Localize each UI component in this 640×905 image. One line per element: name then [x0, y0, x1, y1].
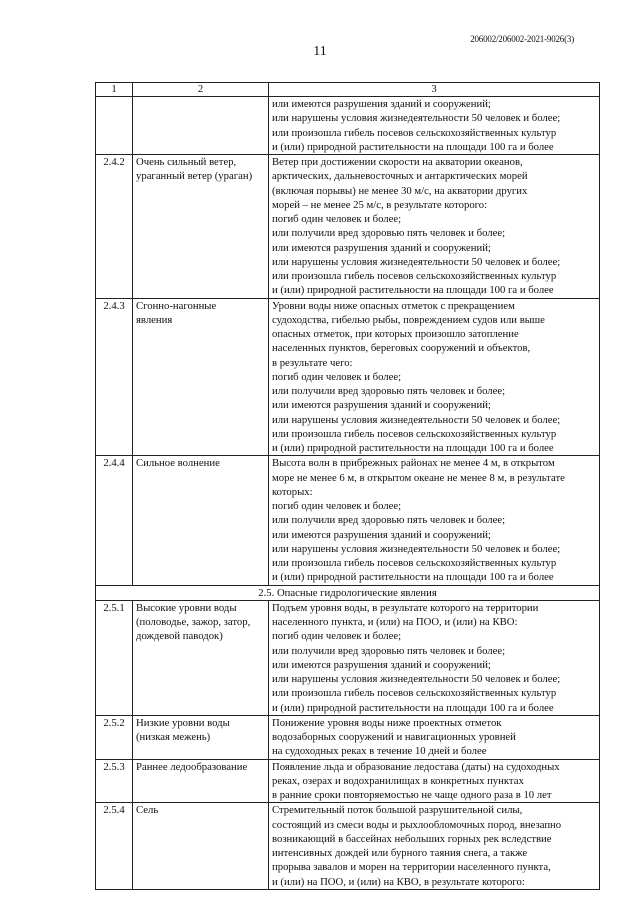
text-line: (включая порывы) не менее 30 м/с, на акватории других: [272, 184, 528, 197]
text-line: погиб один человек и более;: [272, 500, 402, 512]
text-line: дождевой паводок): [136, 630, 223, 643]
text-line: состоящий из смеси воды и рыхлообломочных пород, внезапно: [272, 818, 562, 831]
text-line: или нарушены условия жизнедеятельности 50 человек и более;: [272, 542, 561, 555]
page-number: 11: [313, 44, 327, 59]
text-line: Низкие уровни воды: [136, 716, 230, 729]
text-line: и (или) на ПОО, и (или) на КВО, в результате которого:: [272, 875, 525, 888]
text-line: Появление льда и образование ледостава (даты) на судоходных: [272, 760, 560, 773]
text-line: Высота волн в прибрежных районах не менее 4 м, в открытом: [272, 457, 555, 470]
text-line: Ветер при достижении скорости на акватории океанов,: [272, 156, 523, 168]
row-description: [269, 456, 600, 585]
text-line: в ранние сроки повторяемостью не чаще одного раза в 10 лет: [272, 789, 552, 801]
text-line: явления: [136, 313, 173, 326]
text-line: Подъем уровня воды, в результате которого на территории: [272, 601, 539, 614]
column-header: 2: [133, 83, 269, 97]
table-row: [96, 803, 600, 890]
table-row: [96, 715, 600, 759]
table-row: [96, 759, 600, 803]
text-line: Уровни воды ниже опасных отметок с прекращением: [272, 299, 515, 312]
text-line: или имеются разрушения зданий и сооружений;: [272, 399, 491, 412]
row-name: [133, 803, 269, 890]
row-description: [269, 97, 600, 155]
table-row: [96, 600, 600, 715]
text-line: погиб один человек и более;: [272, 213, 402, 225]
row-name: [133, 298, 269, 456]
row-number: 2.5.4: [96, 803, 133, 890]
text-line: интенсивных дождей или бурного таяния снега, а также: [272, 847, 528, 859]
row-description: [269, 715, 600, 759]
text-line: Сильное волнение: [136, 457, 220, 470]
table-row: [96, 298, 600, 456]
text-line: или произошла гибель посевов сельскохозяйственных культур: [272, 427, 557, 440]
text-line: или имеются разрушения зданий и сооружений;: [272, 241, 491, 254]
row-number: 2.5.2: [96, 715, 133, 759]
text-line: арктических, дальневосточных и антарктических морей: [272, 170, 528, 183]
continuation-row: [96, 97, 600, 155]
text-line: Стремительный поток большой разрушительной силы,: [272, 804, 523, 817]
column-header: 1: [96, 83, 133, 97]
text-line: и (или) природной растительности на площади 100 га и более: [272, 284, 554, 297]
text-line: и (или) природной растительности на площади 100 га и более: [272, 701, 554, 714]
text-line: судоходства, гибелью рыбы, повреждением судов или выше: [272, 313, 545, 326]
row-name: [133, 97, 269, 155]
table-header-row: [96, 83, 600, 97]
text-line: или получили вред здоровью пять человек и более;: [272, 514, 506, 527]
text-line: опасных отметок, при которых произошло затопление: [272, 328, 519, 340]
text-line: погиб один человек и более;: [272, 370, 402, 383]
text-line: Раннее ледообразование: [136, 760, 248, 773]
text-line: на судоходных реках в течение 10 дней и более: [272, 745, 487, 758]
text-line: населенного пункта, и (или) на ПОО, и (или) на КВО:: [272, 616, 518, 628]
row-number: 2.4.2: [96, 155, 133, 299]
text-line: населенных пунктов, береговых сооружений и объектов,: [272, 342, 531, 355]
text-line: или получили вред здоровью пять человек и более;: [272, 227, 506, 240]
row-name: [133, 600, 269, 715]
text-line: которых:: [272, 485, 313, 498]
text-line: Очень сильный ветер,: [136, 156, 237, 168]
row-name: [133, 456, 269, 585]
text-line: водозаборных сооружений и навигационных уровней: [272, 731, 516, 743]
text-line: (половодье, зажор, затор,: [136, 616, 251, 628]
text-line: или произошла гибель посевов сельскохозяйственных культур: [272, 557, 557, 569]
text-line: или получили вред здоровью пять человек и более;: [272, 644, 506, 657]
text-line: или произошла гибель посевов сельскохозяйственных культур: [272, 687, 557, 700]
row-name: [133, 759, 269, 803]
text-line: Сгонно-нагонные: [136, 299, 217, 312]
table-row: [96, 456, 600, 585]
text-line: или имеются разрушения зданий и сооружений;: [272, 528, 491, 541]
text-line: в результате чего:: [272, 356, 353, 369]
row-description: [269, 803, 600, 890]
row-number: 2.5.1: [96, 600, 133, 715]
row-name: [133, 155, 269, 299]
column-header: 3: [269, 83, 600, 97]
text-line: или нарушены условия жизнедеятельности 50 человек и более;: [272, 255, 561, 268]
text-line: ураганный ветер (ураган): [136, 170, 253, 183]
table-row: [96, 155, 600, 299]
text-line: или произошла гибель посевов сельскохозяйственных культур: [272, 270, 557, 282]
text-line: возникающий в бассейнах небольших горных рек вследствие: [272, 832, 552, 845]
text-line: или нарушены условия жизнедеятельности 50 человек и более;: [272, 112, 561, 125]
row-description: [269, 298, 600, 456]
row-number: 2.4.4: [96, 456, 133, 585]
row-description: [269, 600, 600, 715]
text-line: морей – не менее 25 м/с, в результате которого:: [272, 198, 488, 211]
text-line: или получили вред здоровью пять человек и более;: [272, 385, 506, 397]
text-line: или имеются разрушения зданий и сооружений;: [272, 658, 491, 671]
text-line: Сель: [136, 804, 159, 817]
text-line: прорыва завалов и морен на территории населенного пункта,: [272, 861, 551, 874]
row-description: [269, 155, 600, 299]
text-line: или произошла гибель посевов сельскохозяйственных культур: [272, 126, 557, 139]
text-line: и (или) природной растительности на площади 100 га и более: [272, 140, 554, 153]
text-line: и (или) природной растительности на площади 100 га и более: [272, 571, 554, 584]
row-description: [269, 759, 600, 803]
row-number: 2.4.3: [96, 298, 133, 456]
text-line: или нарушены условия жизнедеятельности 50 человек и более;: [272, 673, 561, 685]
document-code: 206002/206002-2021-9026(3): [470, 34, 574, 44]
text-line: реках, озерах и водохранилищах в конкретных пунктах: [272, 774, 524, 787]
row-number: [96, 97, 133, 155]
text-line: погиб один человек и более;: [272, 630, 402, 643]
hazard-table: [95, 82, 600, 890]
row-name: [133, 715, 269, 759]
text-line: Высокие уровни воды: [136, 601, 237, 614]
text-line: Понижение уровня воды ниже проектных отметок: [272, 716, 502, 729]
section-title: 2.5. Опасные гидрологические явления: [96, 585, 600, 600]
text-line: или имеются разрушения зданий и сооружений;: [272, 98, 491, 110]
text-line: море не менее 6 м, в открытом океане не менее 8 м, в результате: [272, 471, 565, 484]
text-line: (низкая межень): [136, 731, 211, 743]
text-line: и (или) природной растительности на площади 100 га и более: [272, 442, 554, 454]
row-number: 2.5.3: [96, 759, 133, 803]
text-line: или нарушены условия жизнедеятельности 50 человек и более;: [272, 413, 561, 426]
section-header-row: [96, 585, 600, 600]
